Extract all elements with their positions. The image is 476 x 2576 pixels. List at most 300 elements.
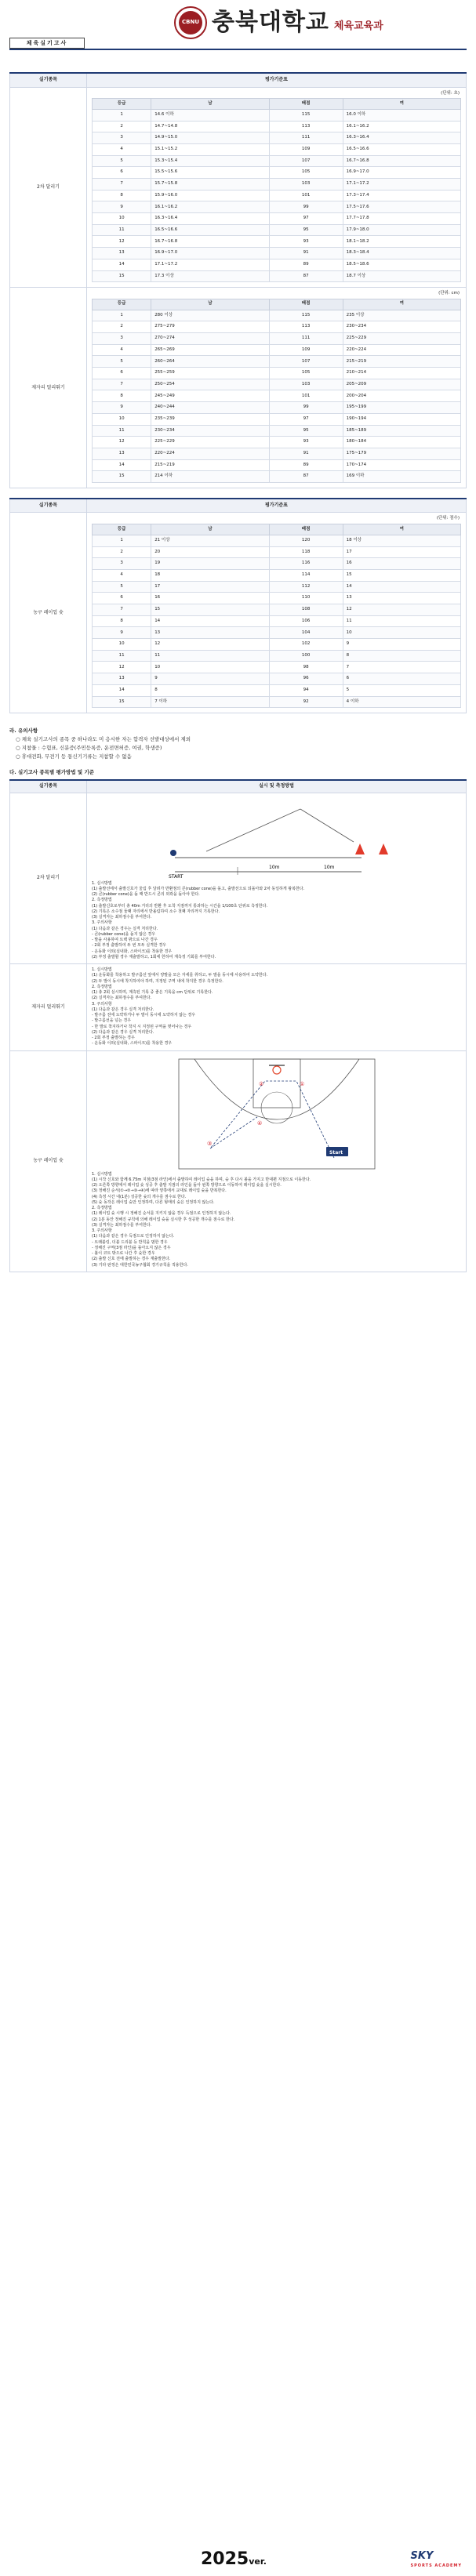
grade-cell: 8 — [93, 390, 151, 402]
event-standard — [87, 87, 467, 288]
table-row — [93, 684, 461, 696]
female-cell: 4 이하 — [343, 696, 460, 708]
method-line: (3) 정해진 순서(①→②→③→④)에 따라 양쪽에서 교대로 레이업 슛을 반복한다. — [92, 1188, 227, 1194]
method-line: (3) 기타 판정은 대한민국농구협회 경기규칙을 적용한다. — [92, 1262, 188, 1268]
score-cell: 87 — [269, 471, 343, 483]
score-cell: 97 — [269, 413, 343, 425]
grade-cell: 5 — [93, 581, 151, 593]
grade-cell: 11 — [93, 425, 151, 437]
method-line: - 운동화 이외(실내화, 스파이크)를 착용한 경우 — [92, 949, 173, 954]
score-cell: 111 — [269, 132, 343, 144]
male-cell: 255~259 — [151, 368, 269, 379]
year-suffix: ver. — [249, 2556, 267, 2567]
female-cell: 225~229 — [343, 333, 460, 345]
female-cell: 210~214 — [343, 368, 460, 379]
method-line: 3. 주의사항 — [92, 1228, 112, 1234]
female-cell: 230~234 — [343, 321, 460, 333]
score-cell: 93 — [269, 437, 343, 448]
method-heading: 다. 실기고사 종목별 평가방법 및 기준 — [9, 769, 94, 776]
col-event: 실기종목 — [10, 73, 87, 87]
score-cell: 96 — [269, 673, 343, 685]
male-cell: 14 — [151, 615, 269, 627]
table-row — [93, 413, 461, 425]
grade-cell: 14 — [93, 259, 151, 270]
grade-cell: 2 — [93, 121, 151, 132]
method-line: (2) 실격자는 최하점수를 부여한다. — [92, 996, 152, 1001]
grade-cell: 5 — [93, 356, 151, 368]
score-cell: 109 — [269, 344, 343, 356]
score-cell: 103 — [269, 379, 343, 390]
method-line: (1) 운동화를 착용하고 발구름선 앞에서 양발을 모은 자세를 취하고, 두 발을 동시에 사용하여 도약한다. — [92, 973, 268, 978]
female-cell: 18 이상 — [343, 535, 460, 546]
male-cell: 16.7~16.8 — [151, 236, 269, 248]
female-cell: 17.3~17.4 — [343, 190, 460, 201]
male-cell: 260~264 — [151, 356, 269, 368]
score-cell: 103 — [269, 179, 343, 190]
grade-cell: 10 — [93, 213, 151, 225]
female-cell: 180~184 — [343, 437, 460, 448]
step-label: ③ — [206, 1140, 212, 1147]
female-cell: 235 이상 — [343, 310, 460, 321]
grade-cell: 14 — [93, 459, 151, 471]
header-male: 남 — [151, 524, 269, 535]
grade-cell: 7 — [93, 379, 151, 390]
header-male: 남 — [151, 98, 269, 109]
seal-text: CBNU — [179, 11, 202, 34]
method-cell — [87, 1050, 467, 1272]
male-cell: 16.1~16.2 — [151, 201, 269, 213]
table-row — [93, 662, 461, 673]
score-cell: 110 — [269, 593, 343, 604]
method-line: 2. 측정방법 — [92, 898, 112, 903]
grade-cell: 4 — [93, 344, 151, 356]
method-line: - 콘(rubber cone)을 돌지 않은 경우 — [92, 931, 156, 937]
male-cell: 9 — [151, 673, 269, 685]
grade-cell: 4 — [93, 569, 151, 581]
male-cell: 17 — [151, 581, 269, 593]
grade-cell: 7 — [93, 604, 151, 616]
method-line: (1) 시작 신호와 함께 6.75m 지점(3점 라인)에서 출발하여 레이업 슛을 하며, 슛 후 다시 볼을 가지고 반대편 지점으로 이동한다. — [92, 1177, 311, 1182]
basketball-court-diagram — [163, 1054, 391, 1172]
male-cell: 220~224 — [151, 448, 269, 459]
step-label: ② — [258, 1080, 263, 1087]
exam-tag: 체육실기고사 — [9, 38, 85, 49]
table-row — [93, 201, 461, 213]
female-cell: 200~204 — [343, 390, 460, 402]
female-cell: 16 — [343, 558, 460, 570]
method-line: (1) 다음과 같은 경우는 실격 처리한다. — [92, 926, 158, 931]
score-cell: 87 — [269, 270, 343, 282]
table-row — [93, 593, 461, 604]
method-line: (3) 실격자는 최하점수를 부여한다. — [92, 1222, 152, 1228]
event-label: 농구 레이업 슛 — [10, 1050, 87, 1272]
method-line: 1. 실시방법 — [92, 880, 112, 886]
female-cell: 17.7~17.8 — [343, 213, 460, 225]
header-score: 배점 — [269, 524, 343, 535]
male-cell: 14.6 이하 — [151, 109, 269, 121]
table-row — [93, 604, 461, 616]
method-line: (2) 출발 신호 전에 출발하는 경우 재출발한다. — [92, 1257, 171, 1262]
table-row — [93, 425, 461, 437]
score-cell: 118 — [269, 546, 343, 558]
grade-cell: 6 — [93, 167, 151, 179]
step-label: ① — [299, 1080, 304, 1087]
grade-cell: 14 — [93, 684, 151, 696]
grade-cell: 1 — [93, 535, 151, 546]
grade-cell: 3 — [93, 333, 151, 345]
male-cell: 12 — [151, 639, 269, 651]
score-cell: 95 — [269, 224, 343, 236]
grade-cell: 12 — [93, 437, 151, 448]
table-row — [93, 143, 461, 155]
table-row — [93, 213, 461, 225]
grade-cell: 12 — [93, 236, 151, 248]
grade-cell: 10 — [93, 639, 151, 651]
score-cell: 113 — [269, 121, 343, 132]
male-cell: 270~274 — [151, 333, 269, 345]
grade-cell: 7 — [93, 179, 151, 190]
male-cell: 11 — [151, 650, 269, 662]
cone-icon — [379, 844, 388, 854]
table-row — [93, 109, 461, 121]
table-row — [93, 402, 461, 414]
event-label: 2차 달리기 — [10, 87, 87, 288]
table-row — [93, 270, 461, 282]
score-cell: 108 — [269, 604, 343, 616]
table-row — [93, 535, 461, 546]
table-row — [93, 155, 461, 167]
method-line: (2) 기록은 소수점 둘째 자리에서 반올림하여 소수 첫째 자리까지 기록한다. — [92, 909, 220, 914]
method-line: 3. 주의사항 — [92, 1001, 112, 1007]
male-cell: 7 이하 — [151, 696, 269, 708]
table-row — [93, 569, 461, 581]
table-row — [93, 310, 461, 321]
female-cell: 17.9~18.0 — [343, 224, 460, 236]
male-cell: 215~219 — [151, 459, 269, 471]
male-cell: 240~244 — [151, 402, 269, 414]
table-row — [93, 321, 461, 333]
col-event: 실기종목 — [10, 499, 87, 513]
step-label: ④ — [256, 1119, 262, 1127]
score-cell: 97 — [269, 213, 343, 225]
male-cell: 15.7~15.8 — [151, 179, 269, 190]
male-cell: 15.3~15.4 — [151, 155, 269, 167]
method-line: (1) 다음과 같은 경우 실격 처리한다. — [92, 1007, 154, 1012]
table-row — [93, 437, 461, 448]
table-row — [93, 344, 461, 356]
grade-cell: 6 — [93, 368, 151, 379]
grade-cell: 3 — [93, 558, 151, 570]
score-cell: 101 — [269, 190, 343, 201]
score-cell: 94 — [269, 684, 343, 696]
header-male: 남 — [151, 299, 269, 310]
table-row — [93, 121, 461, 132]
university-seal-icon — [174, 6, 207, 39]
male-cell: 250~254 — [151, 379, 269, 390]
table-row — [93, 390, 461, 402]
score-cell: 93 — [269, 236, 343, 248]
female-cell: 169 이하 — [343, 471, 460, 483]
method-line: 1. 실시방법 — [92, 1171, 112, 1177]
male-cell: 17.3 이상 — [151, 270, 269, 282]
header-female: 여 — [343, 299, 460, 310]
female-cell: 18.1~18.2 — [343, 236, 460, 248]
start-label: Start — [329, 1149, 343, 1156]
score-cell: 120 — [269, 535, 343, 546]
grade-cell: 15 — [93, 270, 151, 282]
header-female: 여 — [343, 98, 460, 109]
grade-cell: 1 — [93, 109, 151, 121]
method-line: (1) 출발선에서 출발신호가 울림 후 달려가 반환점의 콘(rubber cone)을 돌고, 출발선으로 되돌아와 2차 동일하게 왕복한다. — [92, 886, 305, 891]
method-line: (2) 다음과 같은 경우 실격 처리한다. — [92, 1029, 154, 1035]
female-cell: 7 — [343, 662, 460, 673]
female-cell: 220~224 — [343, 344, 460, 356]
method-line: - 운동화 이외(실내화, 스파이크)를 착용한 경우 — [92, 1041, 173, 1047]
score-cell: 101 — [269, 390, 343, 402]
male-cell: 16.5~16.6 — [151, 224, 269, 236]
score-cell: 107 — [269, 155, 343, 167]
unit-label: (단위: 초) — [441, 90, 460, 96]
male-cell: 8 — [151, 684, 269, 696]
female-cell: 195~199 — [343, 402, 460, 414]
grade-table — [92, 524, 461, 708]
female-cell: 6 — [343, 673, 460, 685]
score-cell: 112 — [269, 581, 343, 593]
female-cell: 16.0 이하 — [343, 109, 460, 121]
male-cell: 19 — [151, 558, 269, 570]
note-item: ○ 체육 실기고사의 종목 중 하나라도 미 응시한 자는 합격자 선발대상에서 제외 — [16, 735, 191, 742]
male-cell: 14.7~14.8 — [151, 121, 269, 132]
table-row — [93, 615, 461, 627]
male-cell: 15.5~15.6 — [151, 167, 269, 179]
male-cell: 21 이상 — [151, 535, 269, 546]
table-row — [93, 639, 461, 651]
grade-cell: 15 — [93, 696, 151, 708]
table-row — [93, 356, 461, 368]
method-line: (1) 레이업 슛 시행 시 정해진 순서를 지키지 않을 경우 득점으로 인정하지 않는다. — [92, 1211, 231, 1217]
brand-logo — [411, 2549, 462, 2568]
female-cell: 18.7 이상 — [343, 270, 460, 282]
score-cell: 92 — [269, 696, 343, 708]
note-item: ○ 지참물 : 수험표, 신분증(주민등록증, 운전면허증, 여권, 학생증) — [16, 744, 162, 751]
table-row — [93, 627, 461, 639]
female-cell: 205~209 — [343, 379, 460, 390]
header-score: 배점 — [269, 98, 343, 109]
table-row — [93, 248, 461, 259]
event-standard — [87, 288, 467, 488]
female-cell: 170~174 — [343, 459, 460, 471]
event-standard — [87, 513, 467, 713]
table-row — [93, 259, 461, 270]
score-cell: 113 — [269, 321, 343, 333]
event-label: 2차 달리기 — [10, 793, 87, 964]
method-line: (1) 다음과 같은 경우 득점으로 인정하지 않는다. — [92, 1234, 175, 1239]
score-cell: 99 — [269, 402, 343, 414]
grade-cell: 2 — [93, 321, 151, 333]
method-line: (2) 오른쪽 방향에서 레이업 슛 성공 후 출발 지점의 라인을 돌아 왼쪽 방향으로 이동하여 레이업 슛을 실시한다. — [92, 1183, 282, 1188]
logo — [174, 6, 383, 39]
table-row — [93, 179, 461, 190]
method-line: 2. 측정방법 — [92, 1206, 112, 1211]
score-cell: 91 — [269, 248, 343, 259]
header — [9, 0, 467, 50]
male-cell: 10 — [151, 662, 269, 673]
female-cell: 5 — [343, 684, 460, 696]
table-row — [93, 459, 461, 471]
score-cell: 105 — [269, 167, 343, 179]
method-line: - 발구름선을 넘는 경우 — [92, 1018, 132, 1024]
cone-icon — [355, 844, 365, 854]
standards-table-2 — [9, 498, 467, 713]
female-cell: 16.9~17.0 — [343, 167, 460, 179]
col-event: 실기종목 — [10, 780, 87, 793]
grade-table — [92, 98, 461, 282]
method-line: - 트래블링, 더블 드리블 등 반칙을 범한 경우 — [92, 1239, 168, 1245]
method-table — [9, 779, 467, 1272]
score-cell: 91 — [269, 448, 343, 459]
male-cell: 245~249 — [151, 390, 269, 402]
notes-heading: 라. 유의사항 — [9, 727, 38, 735]
unit-label: (단위: 점수) — [436, 516, 460, 521]
grade-cell: 13 — [93, 673, 151, 685]
grade-cell: 6 — [93, 593, 151, 604]
score-cell: 109 — [269, 143, 343, 155]
male-cell: 265~269 — [151, 344, 269, 356]
female-cell: 9 — [343, 639, 460, 651]
note-item: ○ 휴대전화, 무전기 등 통신기기류는 지참할 수 없음 — [16, 753, 132, 760]
male-cell: 275~279 — [151, 321, 269, 333]
method-line: 3. 주의사항 — [92, 920, 112, 926]
female-cell: 8 — [343, 650, 460, 662]
male-cell: 280 이상 — [151, 310, 269, 321]
grade-cell: 3 — [93, 132, 151, 144]
header-score: 배점 — [269, 299, 343, 310]
table-row — [93, 558, 461, 570]
brand-name: SKY — [410, 2550, 434, 2562]
grade-cell: 1 — [93, 310, 151, 321]
male-cell: 235~239 — [151, 413, 269, 425]
method-line: (3) 실격자는 최하점수를 부여한다. — [92, 915, 152, 920]
score-cell: 89 — [269, 459, 343, 471]
female-cell: 16.5~16.6 — [343, 143, 460, 155]
score-cell: 99 — [269, 201, 343, 213]
score-cell: 89 — [269, 259, 343, 270]
header-female: 여 — [343, 524, 460, 535]
table-row — [93, 167, 461, 179]
male-cell: 18 — [151, 569, 269, 581]
method-line: - 2회 부정 출발하여 두 번 모두 실격한 경우 — [92, 943, 166, 949]
female-cell: 18.3~18.4 — [343, 248, 460, 259]
male-cell: 230~234 — [151, 425, 269, 437]
male-cell: 16 — [151, 593, 269, 604]
grade-cell: 12 — [93, 662, 151, 673]
event-label: 제자리 멀리뛰기 — [10, 964, 87, 1051]
female-cell: 16.1~16.2 — [343, 121, 460, 132]
grade-cell: 9 — [93, 627, 151, 639]
grade-cell: 5 — [93, 155, 151, 167]
grade-cell: 10 — [93, 413, 151, 425]
table-row — [93, 379, 461, 390]
table-row — [93, 224, 461, 236]
score-cell: 100 — [269, 650, 343, 662]
female-cell: 13 — [343, 593, 460, 604]
score-cell: 98 — [269, 662, 343, 673]
grade-cell: 8 — [93, 190, 151, 201]
year-label — [201, 2548, 267, 2571]
method-line: 1. 실시방법 — [92, 967, 112, 973]
notes — [9, 727, 467, 760]
header-grade: 등급 — [93, 299, 151, 310]
female-cell: 18.5~18.6 — [343, 259, 460, 270]
method-line: - 2회 부정 출발하는 경우 — [92, 1036, 135, 1041]
year-number: 2025 — [201, 2549, 249, 2569]
method-line: (1) 출발신호로부터 총 40m 거리의 반환 후 도착 지점까지 통과하는 시간을 1/100초 단위로 측정한다. — [92, 903, 268, 909]
female-cell: 17 — [343, 546, 460, 558]
grade-cell: 9 — [93, 402, 151, 414]
method-line: 2. 측정방법 — [92, 984, 112, 989]
male-cell: 14.9~15.0 — [151, 132, 269, 144]
col-standard: 평가기준표 — [87, 73, 467, 87]
department-name: 체육교육과 — [333, 20, 383, 33]
method-line: (2) 콘(rubber cone)을 돌 때 반드시 콘의 외곽을 돌아야 한다. — [92, 892, 200, 898]
table-row — [93, 546, 461, 558]
table-row — [93, 333, 461, 345]
male-cell: 225~229 — [151, 437, 269, 448]
runner-icon — [170, 850, 176, 856]
method-line: (1) 총 2회 실시하며, 계측된 기록 중 좋은 기록을 cm 단위로 기록한다. — [92, 990, 213, 996]
female-cell: 17.1~17.2 — [343, 179, 460, 190]
grade-cell: 9 — [93, 201, 151, 213]
score-cell: 116 — [269, 558, 343, 570]
score-cell: 95 — [269, 425, 343, 437]
score-cell: 115 — [269, 109, 343, 121]
grade-cell: 11 — [93, 224, 151, 236]
grade-cell: 15 — [93, 471, 151, 483]
score-cell: 104 — [269, 627, 343, 639]
female-cell: 190~194 — [343, 413, 460, 425]
score-cell: 107 — [269, 356, 343, 368]
method-line: - 정해진 구역(3점 라인)을 돌아오지 않은 경우 — [92, 1245, 171, 1250]
score-cell: 115 — [269, 310, 343, 321]
grade-cell: 11 — [93, 650, 151, 662]
method-line: (5) 슛 동작은 레이업 슛만 인정하며, 다른 형태의 슛은 인정하지 않는다. — [92, 1199, 215, 1205]
method-line: (2) 부정 출발할 경우 재출발하고, 1회에 한하여 재측정 기회를 부여한다. — [92, 954, 216, 960]
header-grade: 등급 — [93, 98, 151, 109]
table-row — [93, 650, 461, 662]
female-cell: 16.3~16.4 — [343, 132, 460, 144]
female-cell: 10 — [343, 627, 460, 639]
male-cell: 17.1~17.2 — [151, 259, 269, 270]
score-cell: 114 — [269, 569, 343, 581]
female-cell: 175~179 — [343, 448, 460, 459]
method-line: - 한 발로 착지하거나 착지 시 지정된 구역을 벗어나는 경우 — [92, 1024, 192, 1029]
method-line: - 발을 사용하여 트랙 밖으로 나간 경우 — [92, 938, 158, 943]
footer — [0, 2545, 476, 2573]
table-row — [93, 696, 461, 708]
hoop-icon — [273, 1066, 281, 1074]
male-cell: 15 — [151, 604, 269, 616]
table-row — [93, 368, 461, 379]
male-cell: 214 이하 — [151, 471, 269, 483]
female-cell: 11 — [343, 615, 460, 627]
table-row — [93, 471, 461, 483]
table-row — [93, 236, 461, 248]
shuttle-run-diagram — [159, 796, 394, 881]
grade-cell: 8 — [93, 615, 151, 627]
table-row — [93, 673, 461, 685]
female-cell: 15 — [343, 569, 460, 581]
brand-sub: SPORTS ACADEMY — [410, 2563, 462, 2568]
